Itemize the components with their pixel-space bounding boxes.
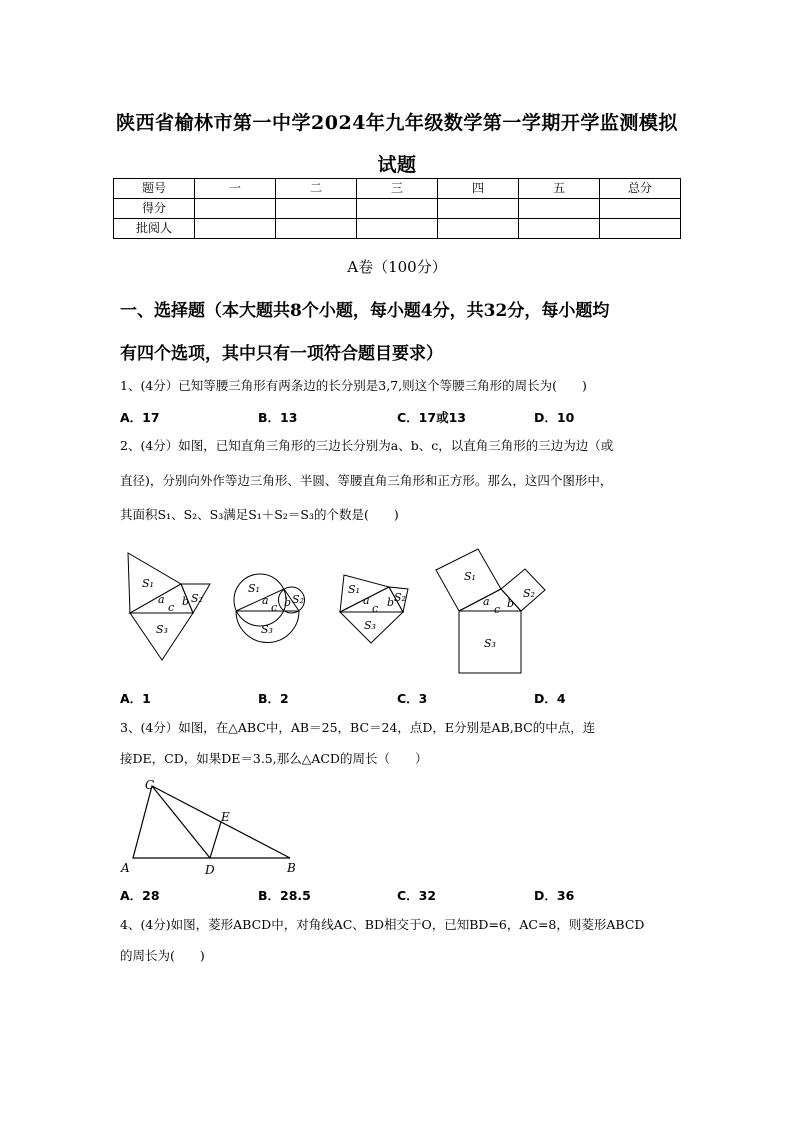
figure-squares <box>436 549 545 673</box>
score-header-cell: 总分 <box>600 179 681 199</box>
question-2-figures <box>118 545 558 680</box>
option-a[interactable]: A．1 <box>120 691 151 706</box>
score-cell[interactable] <box>195 219 276 239</box>
score-cell[interactable] <box>276 219 357 239</box>
document-title: 陕西省榆林市第一中学2024年九年级数学第一学期开学监测模拟 <box>116 112 678 134</box>
score-table-header-row <box>114 179 681 199</box>
section-heading: A卷（100分） <box>347 258 447 276</box>
score-table <box>113 178 681 239</box>
question-1-text: 1、(4分）已知等腰三角形有两条边的长分别是3,7,则这个等腰三角形的周长为( ) <box>120 378 587 393</box>
fig1-b-label: b <box>182 595 190 608</box>
option-a[interactable]: A．28 <box>120 888 160 903</box>
score-header-cell: 三 <box>357 179 438 199</box>
fig1-s2-label: S₂ <box>191 592 203 605</box>
score-cell[interactable] <box>357 199 438 219</box>
grader-row-label: 批阅人 <box>114 219 195 239</box>
fig2-b-label: b <box>284 596 292 609</box>
score-header-cell: 题号 <box>114 179 195 199</box>
fig2-s2-label: S₂ <box>292 593 304 606</box>
fig4-c-label: c <box>494 603 501 616</box>
fig3-s2-label: S₂ <box>394 591 406 604</box>
score-header-cell: 二 <box>276 179 357 199</box>
fig2-s3-label: S₃ <box>261 623 273 636</box>
question-2-text: 2、(4分）如图，已知直角三角形的三边长分别为a、b、c，以直角三角形的三边为边（或 <box>120 438 614 453</box>
point-a-label: A <box>121 861 130 875</box>
question-3-text: 3、(4分）如图，在△ABC中，AB＝25，BC＝24，点D，E分别是AB,BC的中点，连 <box>120 720 596 735</box>
score-cell[interactable] <box>600 219 681 239</box>
fig3-c-label: c <box>372 602 379 615</box>
fig1-s1-label: S₁ <box>142 577 154 590</box>
option-b[interactable]: B．13 <box>258 410 298 425</box>
score-cell[interactable] <box>357 219 438 239</box>
fig4-b-label: b <box>507 597 515 610</box>
score-cell[interactable] <box>519 219 600 239</box>
fig4-s1-label: S₁ <box>464 570 476 583</box>
option-c[interactable]: C．3 <box>397 691 428 706</box>
question-2-text-line3: 其面积S₁、S₂、S₃满足S₁＋S₂＝S₃的个数是( ) <box>120 507 399 522</box>
score-row-label: 得分 <box>114 199 195 219</box>
score-header-cell: 四 <box>438 179 519 199</box>
fig3-s3-label: S₃ <box>364 619 376 632</box>
option-d[interactable]: D．4 <box>534 691 566 706</box>
fig2-a-label: a <box>262 594 269 607</box>
point-c-label: C <box>145 778 155 792</box>
score-cell[interactable] <box>195 199 276 219</box>
score-cell[interactable] <box>438 199 519 219</box>
fig3-s1-label: S₁ <box>348 583 360 596</box>
option-d[interactable]: D．10 <box>534 410 575 425</box>
question-2-text-line2: 直径)，分别向外作等边三角形、半圆、等腰直角三角形和正方形。那么，这四个图形中， <box>120 473 613 488</box>
question-4-text: 4、(4分)如图，菱形ABCD中，对角线AC、BD相交于O，已知BD=6，AC=8，则菱形ABCD <box>120 917 645 932</box>
score-cell[interactable] <box>600 199 681 219</box>
fig1-a-label: a <box>158 593 165 606</box>
option-d[interactable]: D．36 <box>534 888 575 903</box>
fig2-s1-label: S₁ <box>248 582 260 595</box>
option-b[interactable]: B．28.5 <box>258 888 311 903</box>
grader-row <box>114 219 681 239</box>
fig3-b-label: b <box>387 596 395 609</box>
option-a[interactable]: A．17 <box>120 410 160 425</box>
question-4-text-line2: 的周长为( ) <box>120 948 205 963</box>
score-row <box>114 199 681 219</box>
part-heading-line2: 有四个选项，其中只有一项符合题目要求） <box>120 344 443 364</box>
point-b-label: B <box>287 861 296 875</box>
score-header-cell: 五 <box>519 179 600 199</box>
question-3-text-line2: 接DE，CD，如果DE＝3.5,那么△ACD的周长（ ） <box>120 751 428 766</box>
option-c[interactable]: C．32 <box>397 888 437 903</box>
score-cell[interactable] <box>438 219 519 239</box>
document-title-line2: 试题 <box>377 154 417 176</box>
point-d-label: D <box>205 863 215 877</box>
fig4-s3-label: S₃ <box>484 637 496 650</box>
score-cell[interactable] <box>276 199 357 219</box>
fig3-a-label: a <box>363 594 370 607</box>
fig4-s2-label: S₂ <box>523 587 535 600</box>
option-b[interactable]: B．2 <box>258 691 289 706</box>
point-e-label: E <box>221 810 230 824</box>
fig1-s3-label: S₃ <box>156 623 168 636</box>
fig1-c-label: c <box>168 601 175 614</box>
score-cell[interactable] <box>519 199 600 219</box>
fig2-c-label: c <box>271 601 278 614</box>
option-c[interactable]: C．17或13 <box>397 410 466 425</box>
score-header-cell: 一 <box>195 179 276 199</box>
question-3-figure <box>115 775 315 880</box>
part-heading: 一、选择题（本大题共8个小题，每小题4分，共32分，每小题均 <box>120 301 610 321</box>
fig4-a-label: a <box>483 595 490 608</box>
